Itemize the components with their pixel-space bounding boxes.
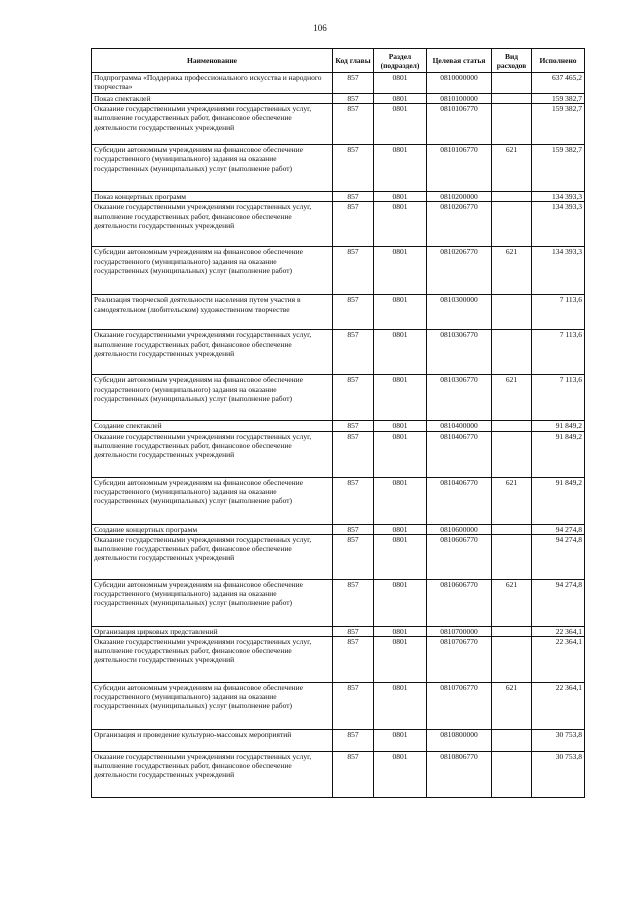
cell-article: 0810606770 <box>427 534 492 579</box>
cell-name: Субсидии автономным учреждениям на финансовое обеспечение государственного (муниципального) задания на оказание государственных (муниципальных) услуг (выполнение работ) <box>92 375 333 421</box>
table-row <box>92 626 585 636</box>
cell-article: 0810106770 <box>427 145 492 192</box>
cell-section: 0801 <box>374 330 427 375</box>
cell-value: 22 364,1 <box>532 626 585 636</box>
cell-value: 159 382,7 <box>532 94 585 104</box>
cell-value: 22 364,1 <box>532 637 585 683</box>
table-row <box>92 104 585 145</box>
cell-value: 159 382,7 <box>532 145 585 192</box>
table-row <box>92 330 585 375</box>
cell-article: 0810300000 <box>427 295 492 330</box>
cell-code: 857 <box>333 534 374 579</box>
cell-code: 857 <box>333 94 374 104</box>
cell-kind: 621 <box>492 477 532 524</box>
cell-code: 857 <box>333 295 374 330</box>
cell-name: Оказание государственными учреждениями государственных услуг, выполнение государственных работ, финансовое обеспечение деятельности государственных учреждений <box>92 104 333 145</box>
cell-value: 134 393,3 <box>532 192 585 202</box>
cell-value: 7 113,6 <box>532 295 585 330</box>
cell-code: 857 <box>333 683 374 730</box>
cell-value: 91 849,2 <box>532 421 585 431</box>
cell-section: 0801 <box>374 431 427 477</box>
cell-article: 0810706770 <box>427 637 492 683</box>
cell-kind <box>492 421 532 431</box>
table-row <box>92 375 585 421</box>
cell-name: Субсидии автономным учреждениям на финансовое обеспечение государственного (муниципального) задания на оказание государственных (муниципальных) услуг (выполнение работ) <box>92 477 333 524</box>
cell-name: Субсидии автономным учреждениям на финансовое обеспечение государственного (муниципального) задания на оказание государственных (муниципальных) услуг (выполнение работ) <box>92 145 333 192</box>
cell-code: 857 <box>333 421 374 431</box>
cell-kind <box>492 330 532 375</box>
cell-name: Реализация творческой деятельности населения путем участия в самодеятельном (любительском) художественном творчестве <box>92 295 333 330</box>
cell-section: 0801 <box>374 524 427 534</box>
cell-article: 0810400000 <box>427 421 492 431</box>
cell-value: 134 393,3 <box>532 202 585 247</box>
cell-name: Создание концертных программ <box>92 524 333 534</box>
cell-section: 0801 <box>374 534 427 579</box>
table-row <box>92 579 585 626</box>
table-row <box>92 247 585 295</box>
cell-name: Подпрограмма «Поддержка профессионального искусства и народного творчества» <box>92 73 333 94</box>
cell-code: 857 <box>333 73 374 94</box>
cell-value: 30 753,8 <box>532 730 585 752</box>
cell-value: 94 274,8 <box>532 534 585 579</box>
cell-name: Организация и проведение культурно-массовых мероприятий <box>92 730 333 752</box>
cell-code: 857 <box>333 626 374 636</box>
cell-article: 0810806770 <box>427 752 492 798</box>
cell-article: 0810406770 <box>427 431 492 477</box>
cell-value: 91 849,2 <box>532 431 585 477</box>
table-row <box>92 73 585 94</box>
cell-value: 7 113,6 <box>532 375 585 421</box>
table-row <box>92 752 585 798</box>
cell-section: 0801 <box>374 752 427 798</box>
cell-name: Субсидии автономным учреждениям на финансовое обеспечение государственного (муниципального) задания на оказание государственных (муниципальных) услуг (выполнение работ) <box>92 247 333 295</box>
table-body <box>92 73 585 798</box>
cell-value: 159 382,7 <box>532 104 585 145</box>
cell-kind <box>492 104 532 145</box>
cell-code: 857 <box>333 247 374 295</box>
cell-code: 857 <box>333 431 374 477</box>
cell-kind: 621 <box>492 247 532 295</box>
cell-kind <box>492 94 532 104</box>
cell-kind <box>492 752 532 798</box>
header-kind: Вид расходов <box>492 49 532 73</box>
cell-value: 30 753,8 <box>532 752 585 798</box>
cell-name: Оказание государственными учреждениями государственных услуг, выполнение государственных работ, финансовое обеспечение деятельности государственных учреждений <box>92 637 333 683</box>
cell-kind <box>492 192 532 202</box>
cell-code: 857 <box>333 524 374 534</box>
cell-kind <box>492 73 532 94</box>
cell-section: 0801 <box>374 295 427 330</box>
header-section: Раздел (подраздел) <box>374 49 427 73</box>
cell-value: 134 393,3 <box>532 247 585 295</box>
cell-section: 0801 <box>374 683 427 730</box>
cell-name: Субсидии автономным учреждениям на финансовое обеспечение государственного (муниципального) задания на оказание государственных (муниципальных) услуг (выполнение работ) <box>92 683 333 730</box>
cell-value: 7 113,6 <box>532 330 585 375</box>
cell-code: 857 <box>333 637 374 683</box>
cell-kind <box>492 626 532 636</box>
table-row <box>92 202 585 247</box>
cell-section: 0801 <box>374 375 427 421</box>
cell-section: 0801 <box>374 247 427 295</box>
cell-name: Оказание государственными учреждениями государственных услуг, выполнение государственных работ, финансовое обеспечение деятельности государственных учреждений <box>92 752 333 798</box>
table-row <box>92 534 585 579</box>
header-value: Исполнено <box>532 49 585 73</box>
cell-name: Организация цирковых представлений <box>92 626 333 636</box>
cell-article: 0810200000 <box>427 192 492 202</box>
cell-article: 0810106770 <box>427 104 492 145</box>
cell-article: 0810606770 <box>427 579 492 626</box>
table-row <box>92 477 585 524</box>
cell-article: 0810000000 <box>427 73 492 94</box>
cell-kind: 621 <box>492 579 532 626</box>
budget-execution-table <box>91 48 585 798</box>
cell-section: 0801 <box>374 73 427 94</box>
cell-name: Субсидии автономным учреждениям на финансовое обеспечение государственного (муниципального) задания на оказание государственных (муниципальных) услуг (выполнение работ) <box>92 579 333 626</box>
cell-article: 0810800000 <box>427 730 492 752</box>
cell-section: 0801 <box>374 192 427 202</box>
cell-value: 22 364,1 <box>532 683 585 730</box>
cell-section: 0801 <box>374 579 427 626</box>
cell-kind <box>492 534 532 579</box>
cell-code: 857 <box>333 192 374 202</box>
table-row <box>92 295 585 330</box>
cell-kind <box>492 637 532 683</box>
cell-kind: 621 <box>492 683 532 730</box>
cell-article: 0810600000 <box>427 524 492 534</box>
cell-kind <box>492 431 532 477</box>
cell-article: 0810706770 <box>427 683 492 730</box>
table-row <box>92 683 585 730</box>
cell-section: 0801 <box>374 637 427 683</box>
table-row <box>92 192 585 202</box>
table-row <box>92 145 585 192</box>
header-article: Целевая статья <box>427 49 492 73</box>
cell-article: 0810306770 <box>427 330 492 375</box>
cell-article: 0810306770 <box>427 375 492 421</box>
cell-name: Показ спектаклей <box>92 94 333 104</box>
cell-value: 91 849,2 <box>532 477 585 524</box>
cell-code: 857 <box>333 730 374 752</box>
cell-kind <box>492 524 532 534</box>
cell-article: 0810206770 <box>427 202 492 247</box>
cell-code: 857 <box>333 145 374 192</box>
cell-value: 637 465,2 <box>532 73 585 94</box>
cell-kind <box>492 295 532 330</box>
cell-code: 857 <box>333 477 374 524</box>
header-name: Наименование <box>92 49 333 73</box>
table-row <box>92 524 585 534</box>
cell-name: Показ концертных программ <box>92 192 333 202</box>
cell-kind: 621 <box>492 145 532 192</box>
table-row <box>92 431 585 477</box>
cell-code: 857 <box>333 579 374 626</box>
table-header-row <box>92 49 585 73</box>
cell-article: 0810700000 <box>427 626 492 636</box>
cell-name: Оказание государственными учреждениями государственных услуг, выполнение государственных работ, финансовое обеспечение деятельности государственных учреждений <box>92 431 333 477</box>
cell-code: 857 <box>333 752 374 798</box>
table-row <box>92 637 585 683</box>
cell-article: 0810100000 <box>427 94 492 104</box>
cell-code: 857 <box>333 330 374 375</box>
cell-kind <box>492 730 532 752</box>
table-row <box>92 94 585 104</box>
cell-kind: 621 <box>492 375 532 421</box>
cell-section: 0801 <box>374 94 427 104</box>
table-row <box>92 730 585 752</box>
cell-kind <box>492 202 532 247</box>
cell-section: 0801 <box>374 104 427 145</box>
cell-section: 0801 <box>374 421 427 431</box>
cell-value: 94 274,8 <box>532 524 585 534</box>
cell-section: 0801 <box>374 145 427 192</box>
header-code: Код главы <box>333 49 374 73</box>
cell-name: Создание спектаклей <box>92 421 333 431</box>
table-row <box>92 421 585 431</box>
cell-name: Оказание государственными учреждениями государственных услуг, выполнение государственных работ, финансовое обеспечение деятельности государственных учреждений <box>92 534 333 579</box>
cell-section: 0801 <box>374 477 427 524</box>
cell-name: Оказание государственными учреждениями государственных услуг, выполнение государственных работ, финансовое обеспечение деятельности государственных учреждений <box>92 202 333 247</box>
cell-code: 857 <box>333 375 374 421</box>
cell-article: 0810206770 <box>427 247 492 295</box>
cell-code: 857 <box>333 202 374 247</box>
cell-value: 94 274,8 <box>532 579 585 626</box>
cell-section: 0801 <box>374 202 427 247</box>
cell-code: 857 <box>333 104 374 145</box>
cell-article: 0810406770 <box>427 477 492 524</box>
cell-section: 0801 <box>374 730 427 752</box>
cell-name: Оказание государственными учреждениями государственных услуг, выполнение государственных работ, финансовое обеспечение деятельности государственных учреждений <box>92 330 333 375</box>
page-number: 106 <box>313 23 327 33</box>
cell-section: 0801 <box>374 626 427 636</box>
